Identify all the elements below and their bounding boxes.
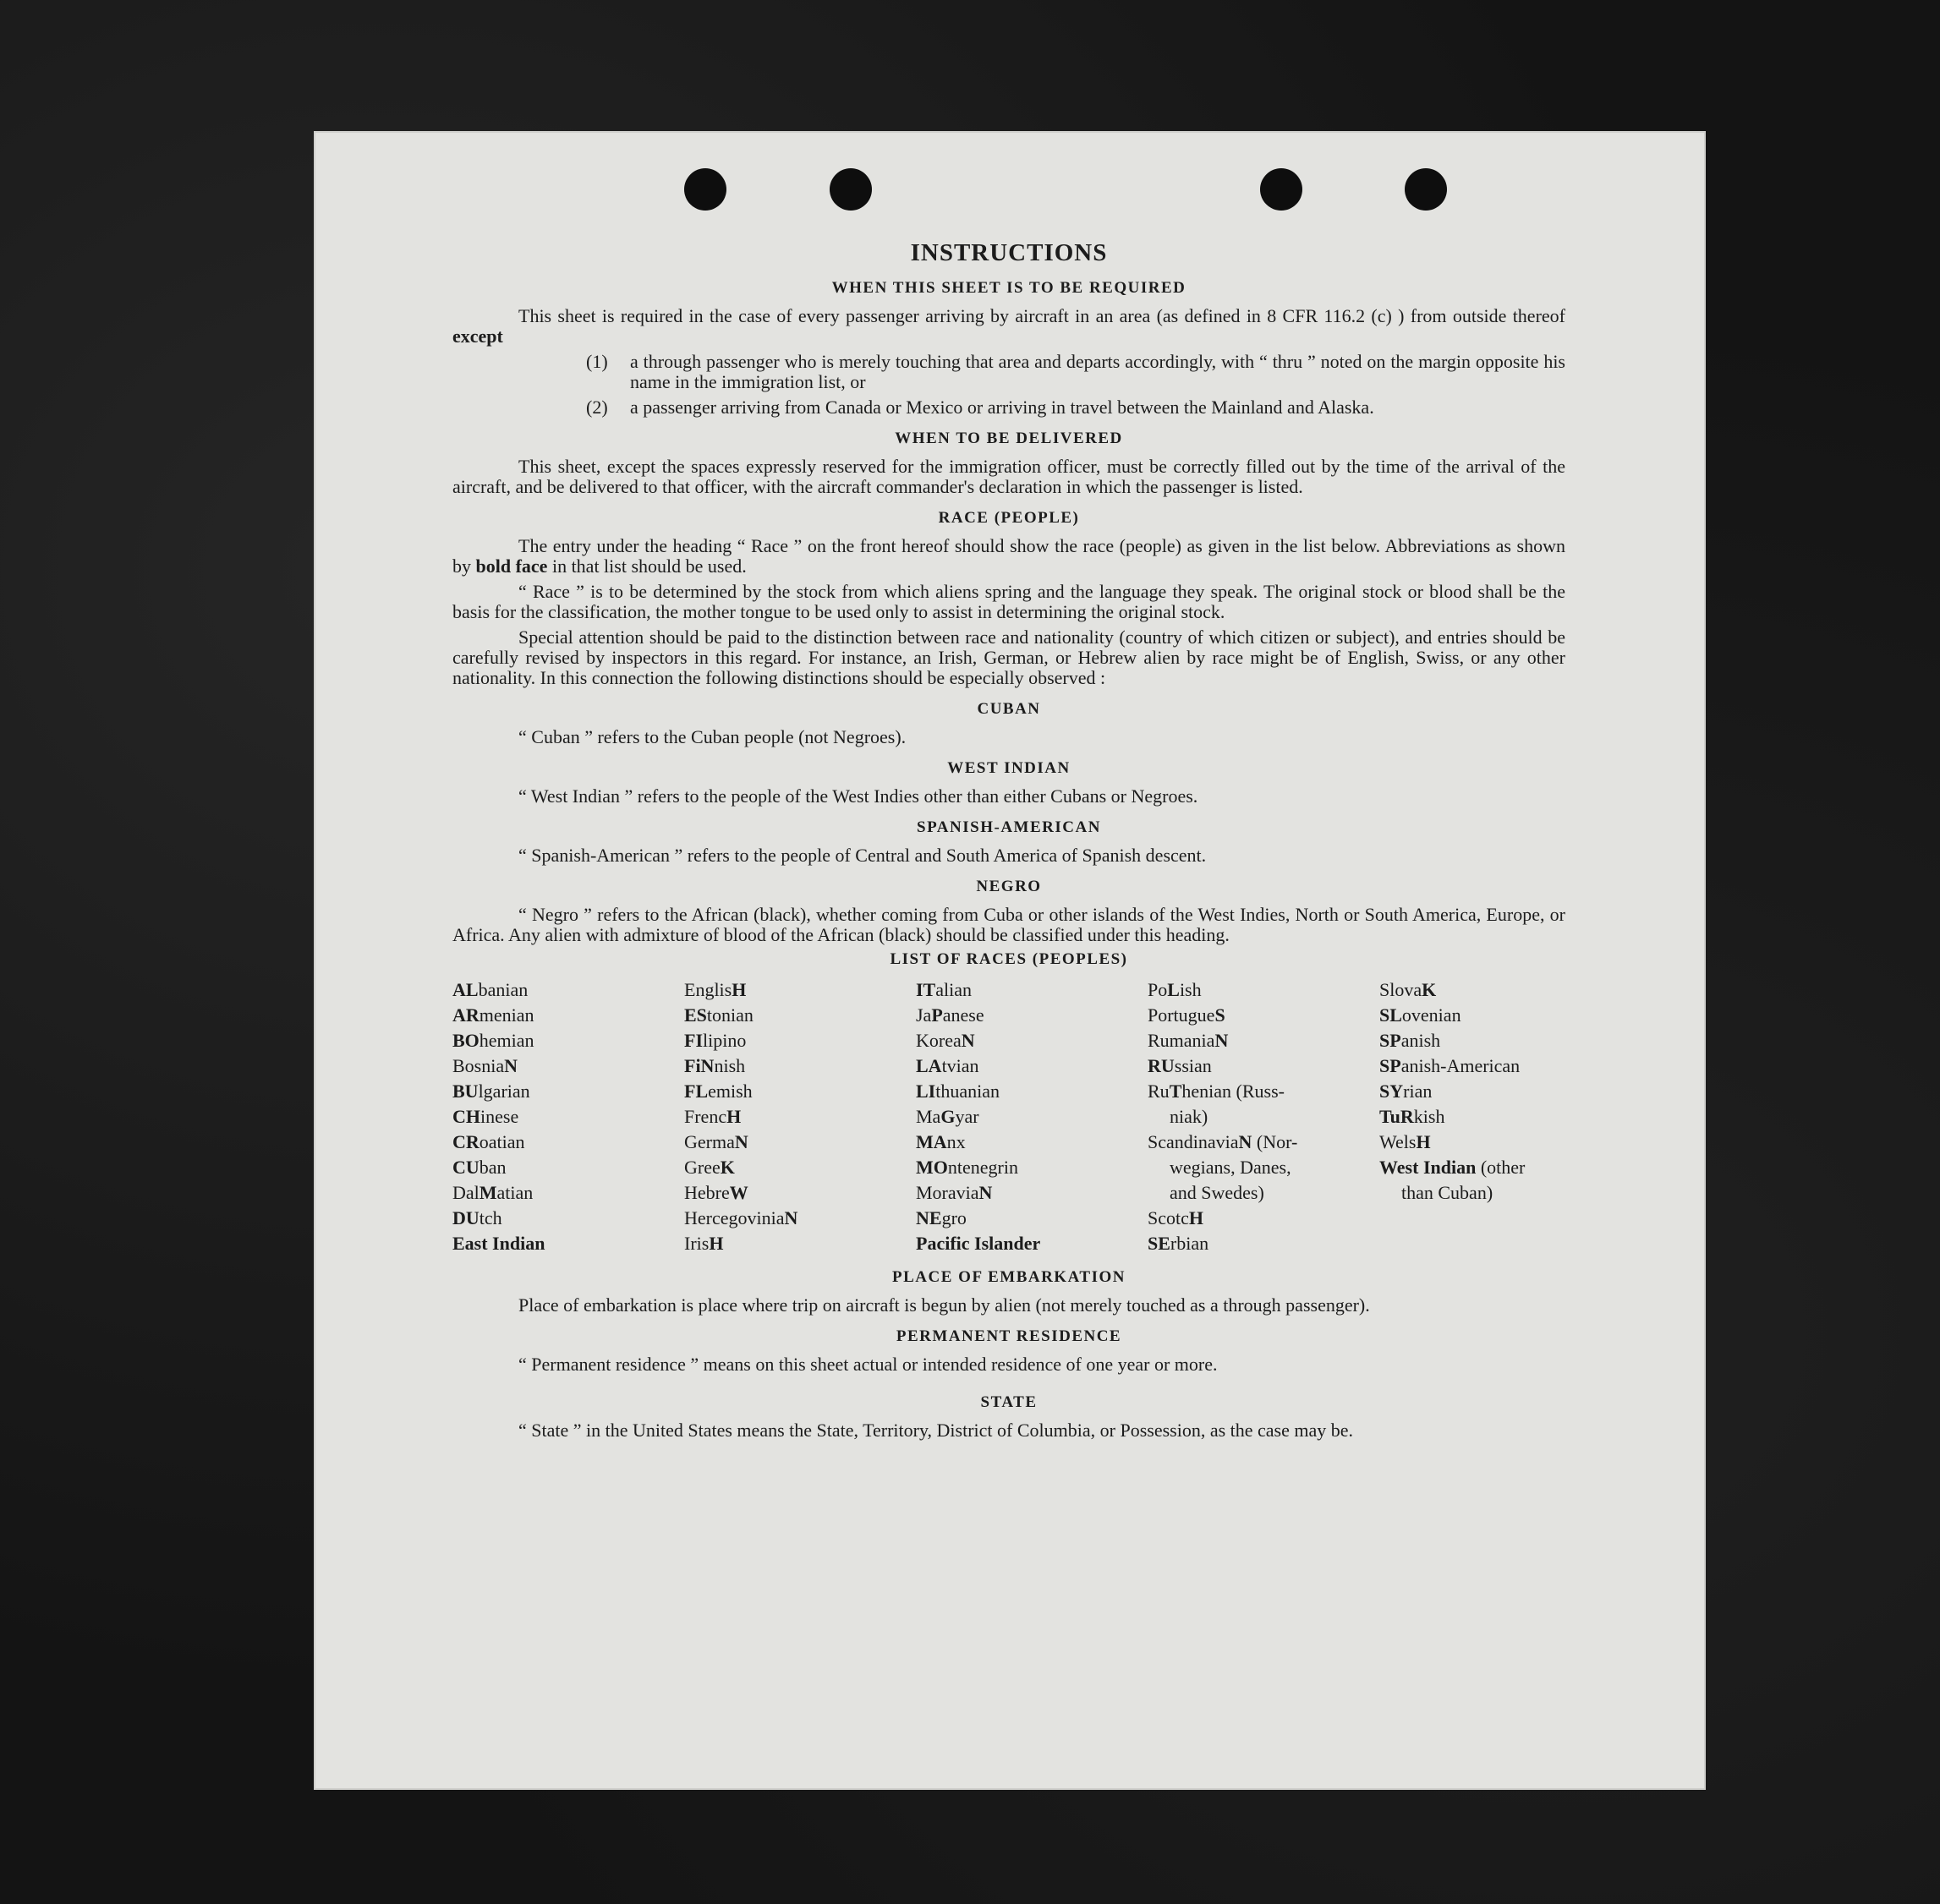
race-abbr: AL — [452, 979, 479, 1000]
race-abbr: N — [978, 1182, 993, 1203]
race-rest: lipino — [703, 1030, 747, 1051]
race-entry — [916, 1053, 1148, 1079]
race-rest: kish — [1413, 1106, 1445, 1127]
race-abbr: K — [720, 1157, 735, 1178]
race-abbr: H — [1188, 1207, 1204, 1228]
section-heading-required: WHEN THIS SHEET IS TO BE REQUIRED — [831, 279, 1186, 297]
race-rest: Dal — [452, 1182, 480, 1203]
race-rest: nish — [714, 1055, 746, 1076]
race-abbr: FL — [684, 1081, 709, 1102]
race-abbr: FiN — [684, 1055, 715, 1076]
race-rest: oatian — [479, 1131, 525, 1152]
race-entry — [1379, 1053, 1565, 1079]
section-heading-embarkation: PLACE OF EMBARKATION — [892, 1268, 1126, 1286]
text-span: The entry under the heading “ Race ” on the front hereof should show the race (people) as given in the list below. Abbreviations as shown by — [452, 535, 1565, 577]
paragraph: “ Spanish-American ” refers to the people of Central and South America of Spanish descent. — [518, 845, 1207, 866]
bold-text: except — [452, 326, 503, 347]
race-entry — [452, 977, 684, 1003]
race-rest: anish — [1400, 1030, 1441, 1051]
race-abbr: East Indian — [452, 1233, 545, 1254]
race-abbr: N — [961, 1030, 975, 1051]
punch-hole — [684, 168, 726, 211]
race-entry-continuation: than Cuban) — [1401, 1182, 1493, 1203]
race-entry — [684, 1104, 916, 1130]
race-rest: gro — [941, 1207, 967, 1228]
item-text: a passenger arriving from Canada or Mexico or arriving in travel between the Mainland and Alaska. — [630, 397, 1374, 418]
race-abbr: N — [1238, 1131, 1252, 1152]
race-entry — [1379, 1003, 1565, 1028]
race-abbr: M — [479, 1182, 497, 1203]
race-entry — [684, 977, 916, 1003]
race-rest: anese — [942, 1004, 984, 1026]
race-abbr: N — [784, 1207, 798, 1228]
race-rest: Bosnia — [452, 1055, 505, 1076]
paragraph — [452, 536, 1565, 577]
paragraph: “ Cuban ” refers to the Cuban people (not Negroes). — [518, 726, 907, 747]
section-heading-race: RACE (PEOPLE) — [938, 509, 1080, 527]
race-rest: ban — [479, 1157, 507, 1178]
race-rest: alian — [935, 979, 973, 1000]
race-entry — [452, 1079, 684, 1104]
race-abbr: DU — [452, 1207, 480, 1228]
section-heading-spanish-american: SPANISH-AMERICAN — [917, 818, 1101, 836]
section-heading-negro: NEGRO — [976, 878, 1042, 895]
item-text: a through passenger who is merely touching that area and departs accordingly, with “ thru ” noted on the margin opposite his name in the immigration list, or — [630, 351, 1565, 392]
race-abbr: SE — [1148, 1233, 1170, 1254]
races-column — [452, 977, 684, 1256]
race-entry — [684, 1231, 916, 1256]
race-entry — [684, 1155, 916, 1180]
race-rest: (other — [1476, 1157, 1526, 1178]
race-abbr: N — [734, 1131, 748, 1152]
race-entry — [1148, 1130, 1379, 1155]
race-rest: emish — [708, 1081, 753, 1102]
race-abbr: RU — [1148, 1055, 1175, 1076]
race-abbr: N — [504, 1055, 518, 1076]
race-rest: Moravia — [916, 1182, 979, 1203]
paragraph: “ Race ” is to be determined by the stock from which aliens spring and the language they speak. The original stock or blood shall be the basis for the classification, the mother tongue to be used only to assist in determining the original stock. — [452, 581, 1565, 622]
race-rest: Slova — [1379, 979, 1422, 1000]
race-entry — [684, 1130, 916, 1155]
race-entry — [1379, 1028, 1565, 1053]
race-rest: rbian — [1170, 1233, 1209, 1254]
race-entry — [1379, 1130, 1565, 1155]
race-rest: Scandinavia — [1148, 1131, 1239, 1152]
paragraph: This sheet, except the spaces expressly reserved for the immigration officer, must be correctly filled out by the time of the arrival of the aircraft, and be delivered to that officer, with the aircraft commander's declaration in which the passenger is listed. — [452, 456, 1565, 497]
race-abbr: N — [1214, 1030, 1229, 1051]
paragraph: “ State ” in the United States means the State, Territory, District of Columbia, or Possession, as the case may be. — [518, 1420, 1354, 1441]
race-rest: thuanian — [935, 1081, 1000, 1102]
race-abbr: AR — [452, 1004, 480, 1026]
paragraph: Place of embarkation is place where trip on aircraft is begun by alien (not merely touched as a through passenger). — [518, 1294, 1370, 1316]
race-entry — [916, 977, 1148, 1003]
page-title: INSTRUCTIONS — [910, 239, 1108, 266]
race-rest: (Nor- — [1252, 1131, 1298, 1152]
race-abbr: MA — [916, 1131, 947, 1152]
race-entry — [452, 1231, 684, 1256]
race-rest: tonian — [706, 1004, 754, 1026]
text-span: This sheet is required in the case of every passenger arriving by aircraft in an area (as defined in 8 CFR 116.2 (c) ) from outside thereof — [518, 305, 1565, 326]
race-rest: Frenc — [684, 1106, 727, 1127]
race-rest: yar — [955, 1106, 979, 1127]
race-abbr: BO — [452, 1030, 480, 1051]
race-entry — [684, 1053, 916, 1079]
punch-hole — [1405, 168, 1447, 211]
race-abbr: P — [931, 1004, 943, 1026]
list-item — [586, 352, 1565, 392]
races-column — [1379, 977, 1565, 1256]
race-abbr: CH — [452, 1106, 480, 1127]
text-span: in that list should be used. — [551, 555, 747, 577]
section-heading-state: STATE — [980, 1393, 1038, 1411]
race-rest: Po — [1148, 979, 1168, 1000]
race-rest: Iris — [684, 1233, 710, 1254]
race-abbr: Pacific Islander — [916, 1233, 1041, 1254]
race-rest: rian — [1403, 1081, 1433, 1102]
race-entry — [1379, 1079, 1565, 1104]
race-abbr: H — [1416, 1131, 1431, 1152]
race-abbr: FI — [684, 1030, 703, 1051]
race-rest: tvian — [941, 1055, 979, 1076]
race-abbr: BU — [452, 1081, 479, 1102]
race-rest: anish-American — [1400, 1055, 1521, 1076]
race-rest: Ja — [916, 1004, 932, 1026]
document-content — [452, 239, 1565, 1446]
document-sheet — [314, 131, 1706, 1790]
race-abbr: West Indian — [1379, 1157, 1477, 1178]
race-entry — [916, 1104, 1148, 1130]
race-rest: Hebre — [684, 1182, 730, 1203]
race-rest: Germa — [684, 1131, 735, 1152]
race-entry — [916, 1155, 1148, 1180]
race-abbr: ES — [684, 1004, 707, 1026]
race-abbr: T — [1169, 1081, 1182, 1102]
races-column — [1148, 977, 1379, 1256]
race-entry — [684, 1206, 916, 1231]
race-entry — [452, 1130, 684, 1155]
race-entry — [684, 1180, 916, 1206]
race-abbr: G — [940, 1106, 956, 1127]
race-entry-continuation: wegians, Danes, — [1170, 1157, 1291, 1178]
race-rest: ntenegrin — [947, 1157, 1018, 1178]
race-entry — [1148, 1028, 1379, 1053]
races-table — [452, 977, 1565, 1256]
race-entry — [916, 1231, 1148, 1256]
paragraph: “ Permanent residence ” means on this sheet actual or intended residence of one year or more. — [518, 1354, 1218, 1375]
race-rest: Scotc — [1148, 1207, 1189, 1228]
race-rest: henian (Russ- — [1181, 1081, 1285, 1102]
bold-text: bold face — [475, 555, 548, 577]
race-abbr: NE — [916, 1207, 942, 1228]
section-heading-list-of-races: LIST OF RACES (PEOPLES) — [890, 950, 1128, 968]
race-rest: banian — [478, 979, 529, 1000]
race-entry — [1148, 1003, 1379, 1028]
race-entry — [452, 1180, 684, 1206]
race-abbr: L — [1167, 979, 1180, 1000]
race-abbr: H — [709, 1233, 724, 1254]
paragraph: “ West Indian ” refers to the people of the West Indies other than either Cubans or Negroes. — [518, 785, 1198, 807]
item-number: (2) — [586, 397, 608, 418]
section-heading-west-indian: WEST INDIAN — [947, 759, 1071, 777]
race-entry — [916, 1130, 1148, 1155]
race-entry — [1148, 1053, 1379, 1079]
race-entry — [916, 1028, 1148, 1053]
race-entry — [916, 1206, 1148, 1231]
race-rest: Englis — [684, 979, 732, 1000]
race-entry — [1379, 1155, 1565, 1180]
race-rest: Gree — [684, 1157, 721, 1178]
race-abbr: CU — [452, 1157, 480, 1178]
race-abbr: LI — [916, 1081, 936, 1102]
race-rest: ovenian — [1401, 1004, 1461, 1026]
punch-hole — [830, 168, 872, 211]
race-abbr: IT — [916, 979, 936, 1000]
race-rest: Portugue — [1148, 1004, 1215, 1026]
section-heading-residence: PERMANENT RESIDENCE — [896, 1327, 1122, 1345]
race-abbr: SP — [1379, 1055, 1401, 1076]
race-abbr: CR — [452, 1131, 480, 1152]
races-column — [684, 977, 916, 1256]
race-entry — [452, 1053, 684, 1079]
race-entry — [452, 1028, 684, 1053]
race-entry — [1148, 1206, 1379, 1231]
race-rest: Wels — [1379, 1131, 1417, 1152]
race-entry — [452, 1155, 684, 1180]
punch-hole — [1260, 168, 1302, 211]
race-entry — [1148, 1231, 1379, 1256]
race-abbr: K — [1422, 979, 1437, 1000]
race-entry — [1379, 1104, 1565, 1130]
race-abbr: LA — [916, 1055, 942, 1076]
races-column — [916, 977, 1148, 1256]
race-abbr: SL — [1379, 1004, 1402, 1026]
race-rest: menian — [479, 1004, 534, 1026]
race-rest: Ma — [916, 1106, 941, 1127]
race-rest: Ru — [1148, 1081, 1170, 1102]
section-heading-cuban: CUBAN — [977, 700, 1041, 718]
race-abbr: H — [726, 1106, 742, 1127]
item-number: (1) — [586, 351, 608, 372]
race-entry — [1148, 977, 1379, 1003]
race-entry-continuation: and Swedes) — [1170, 1182, 1264, 1203]
race-entry — [916, 1180, 1148, 1206]
race-rest: tch — [479, 1207, 502, 1228]
race-rest: nx — [946, 1131, 966, 1152]
race-rest: Rumania — [1148, 1030, 1215, 1051]
section-heading-delivered: WHEN TO BE DELIVERED — [895, 429, 1123, 447]
race-entry — [916, 1079, 1148, 1104]
race-entry — [684, 1003, 916, 1028]
race-rest: lgarian — [478, 1081, 530, 1102]
race-abbr: MO — [916, 1157, 948, 1178]
race-rest: inese — [480, 1106, 519, 1127]
race-entry — [916, 1003, 1148, 1028]
race-abbr: TuR — [1379, 1106, 1414, 1127]
race-rest: Hercegovinia — [684, 1207, 785, 1228]
race-entry — [452, 1206, 684, 1231]
race-entry — [452, 1104, 684, 1130]
race-entry — [1148, 1079, 1379, 1104]
race-entry — [1379, 977, 1565, 1003]
race-abbr: SP — [1379, 1030, 1401, 1051]
race-entry-continuation: niak) — [1170, 1106, 1208, 1127]
race-entry — [684, 1028, 916, 1053]
race-abbr: SY — [1379, 1081, 1404, 1102]
race-rest: hemian — [479, 1030, 534, 1051]
race-entry — [684, 1079, 916, 1104]
race-rest: ssian — [1174, 1055, 1212, 1076]
paragraph: Special attention should be paid to the distinction between race and nationality (country of which citizen or subject), and entries should be carefully revised by inspectors in this regard. For instance, an Irish, German, or Hebrew alien by race might be of English, Swiss, or any other nationality. In this connection the following distinctions should be especially observed : — [452, 626, 1565, 688]
race-abbr: H — [732, 979, 747, 1000]
paragraph: “ Negro ” refers to the African (black), whether coming from Cuba or other islands of the West Indies, North or South America, Europe, or Africa. Any alien with admixture of blood of the African (black) should be classified under this heading. — [452, 904, 1565, 945]
paragraph — [452, 306, 1565, 347]
race-abbr: W — [729, 1182, 748, 1203]
race-entry — [452, 1003, 684, 1028]
race-rest: ish — [1179, 979, 1202, 1000]
race-rest: atian — [496, 1182, 534, 1203]
race-abbr: S — [1214, 1004, 1225, 1026]
race-rest: Korea — [916, 1030, 962, 1051]
list-item — [586, 397, 1565, 418]
